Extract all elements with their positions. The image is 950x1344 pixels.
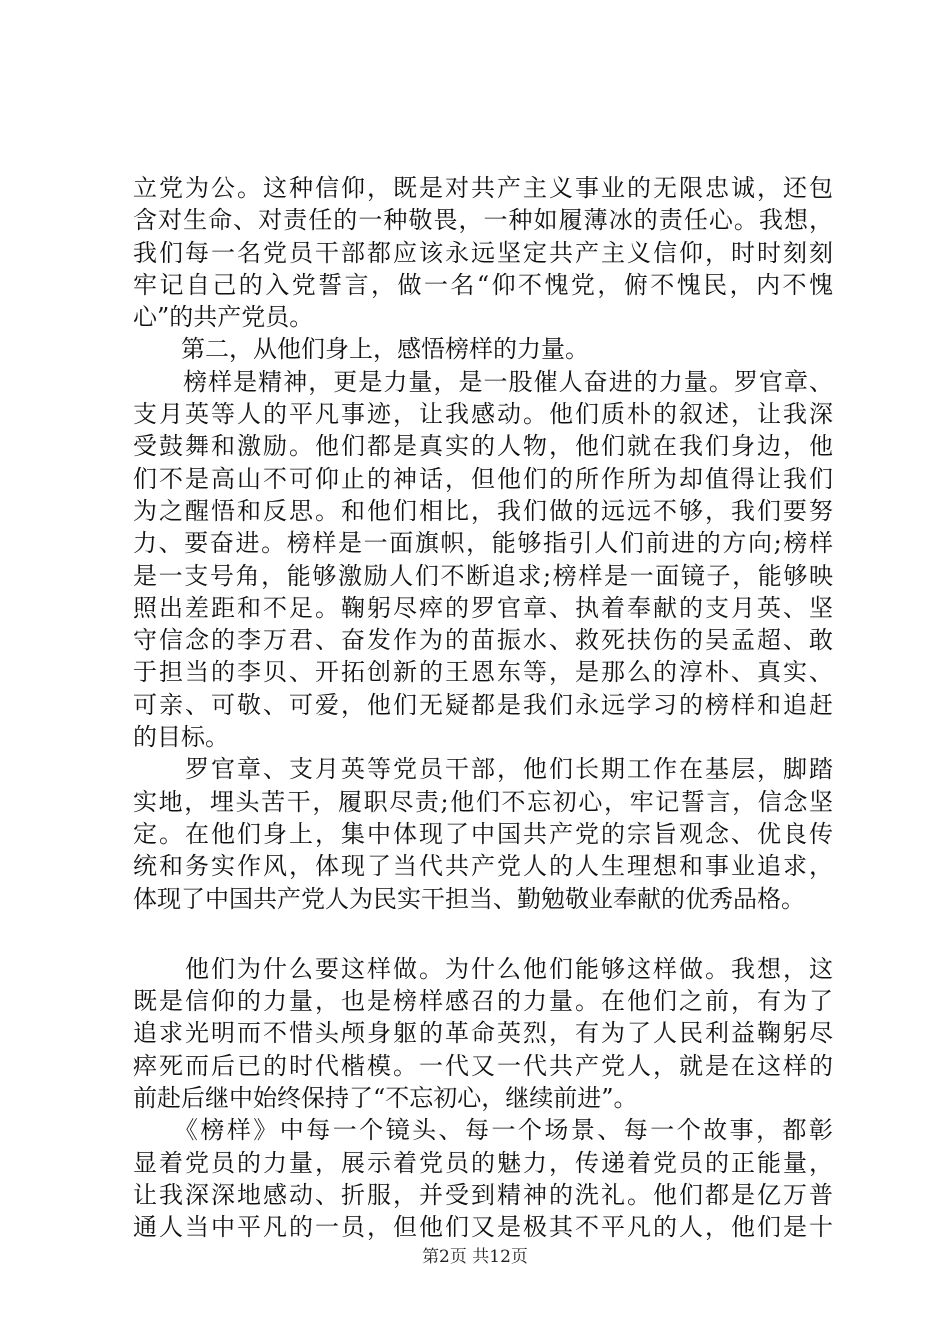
- text-line: 前赴后继中始终保持了“不忘初心，继续前进”。: [133, 1084, 638, 1113]
- text-line: 是一支号角，能够激励人们不断追求;榜样是一面镜子，能够映: [133, 561, 833, 590]
- text-line: 实地，埋头苦干，履职尽责;他们不忘初心，牢记誓言，信念坚: [133, 787, 833, 816]
- text-line: 追求光明而不惜头颅身躯的革命英烈，有为了人民利益鞠躬尽: [133, 1019, 833, 1048]
- page-number: 第2页 共12页: [422, 1247, 528, 1267]
- text-line: 榜样是精神，更是力量，是一股催人奋进的力量。罗官章、: [133, 367, 833, 396]
- text-line: 力、要奋进。榜样是一面旗帜，能够指引人们前进的方向;榜样: [133, 529, 833, 558]
- text-line: 通人当中平凡的一员，但他们又是极其不平凡的人，他们是十: [133, 1213, 833, 1242]
- document-body: [133, 172, 833, 1244]
- text-line: 显着党员的力量，展示着党员的魅力，传递着党员的正能量，: [133, 1148, 833, 1177]
- text-line: 他们为什么要这样做。为什么他们能够这样做。我想，这: [133, 954, 833, 983]
- text-line: 我们每一名党员干部都应该永远坚定共产主义信仰，时时刻刻: [133, 238, 833, 267]
- text-line: 体现了中国共产党人为民实干担当、勤勉敬业奉献的优秀品格。: [133, 884, 805, 913]
- text-line: 照出差距和不足。鞠躬尽瘁的罗官章、执着奉献的支月英、坚: [133, 593, 833, 622]
- text-line: 统和务实作风，体现了当代共产党人的人生理想和事业追求，: [133, 852, 833, 881]
- text-line: 于担当的李贝、开拓创新的王恩东等，是那么的淳朴、真实、: [133, 658, 833, 687]
- paragraph-gap: [133, 915, 833, 953]
- text-line: 的目标。: [133, 723, 229, 752]
- text-line: 含对生命、对责任的一种敬畏，一种如履薄冰的责任心。我想，: [133, 206, 833, 235]
- text-line: 为之醒悟和反思。和他们相比，我们做的远远不够，我们要努: [133, 496, 833, 525]
- text-line: 立党为公。这种信仰，既是对共产主义事业的无限忠诚，还包: [133, 174, 833, 202]
- text-line: 《榜样》中每一个镜头、每一个场景、每一个故事，都彰: [133, 1116, 833, 1145]
- text-line: 让我深深地感动、折服，并受到精神的洗礼。他们都是亿万普: [133, 1180, 833, 1209]
- text-line: 定。在他们身上，集中体现了中国共产党的宗旨观念、优良传: [133, 819, 833, 848]
- text-line: 可亲、可敬、可爱，他们无疑都是我们永远学习的榜样和追赶: [133, 690, 833, 719]
- text-line: 瘁死而后已的时代楷模。一代又一代共产党人，就是在这样的: [133, 1051, 833, 1080]
- text-line: 既是信仰的力量，也是榜样感召的力量。在他们之前，有为了: [133, 987, 833, 1016]
- text-line: 罗官章、支月英等党员干部，他们长期工作在基层，脚踏: [133, 755, 833, 784]
- text-line: 们不是高山不可仰止的神话，但他们的所作所为却值得让我们: [133, 464, 833, 493]
- text-line: 支月英等人的平凡事迹，让我感动。他们质朴的叙述，让我深: [133, 400, 833, 429]
- text-line: 守信念的李万君、奋发作为的苗振水、救死扶伤的吴孟超、敢: [133, 626, 833, 655]
- text-line: 第二，从他们身上，感悟榜样的力量。: [133, 335, 589, 364]
- text-line: 牢记自己的入党誓言，做一名“仰不愧党，俯不愧民，内不愧: [133, 270, 833, 299]
- page-footer: [0, 1242, 950, 1267]
- text-line: 心”的共产党员。: [133, 303, 314, 332]
- text-line: 受鼓舞和激励。他们都是真实的人物，他们就在我们身边，他: [133, 432, 833, 461]
